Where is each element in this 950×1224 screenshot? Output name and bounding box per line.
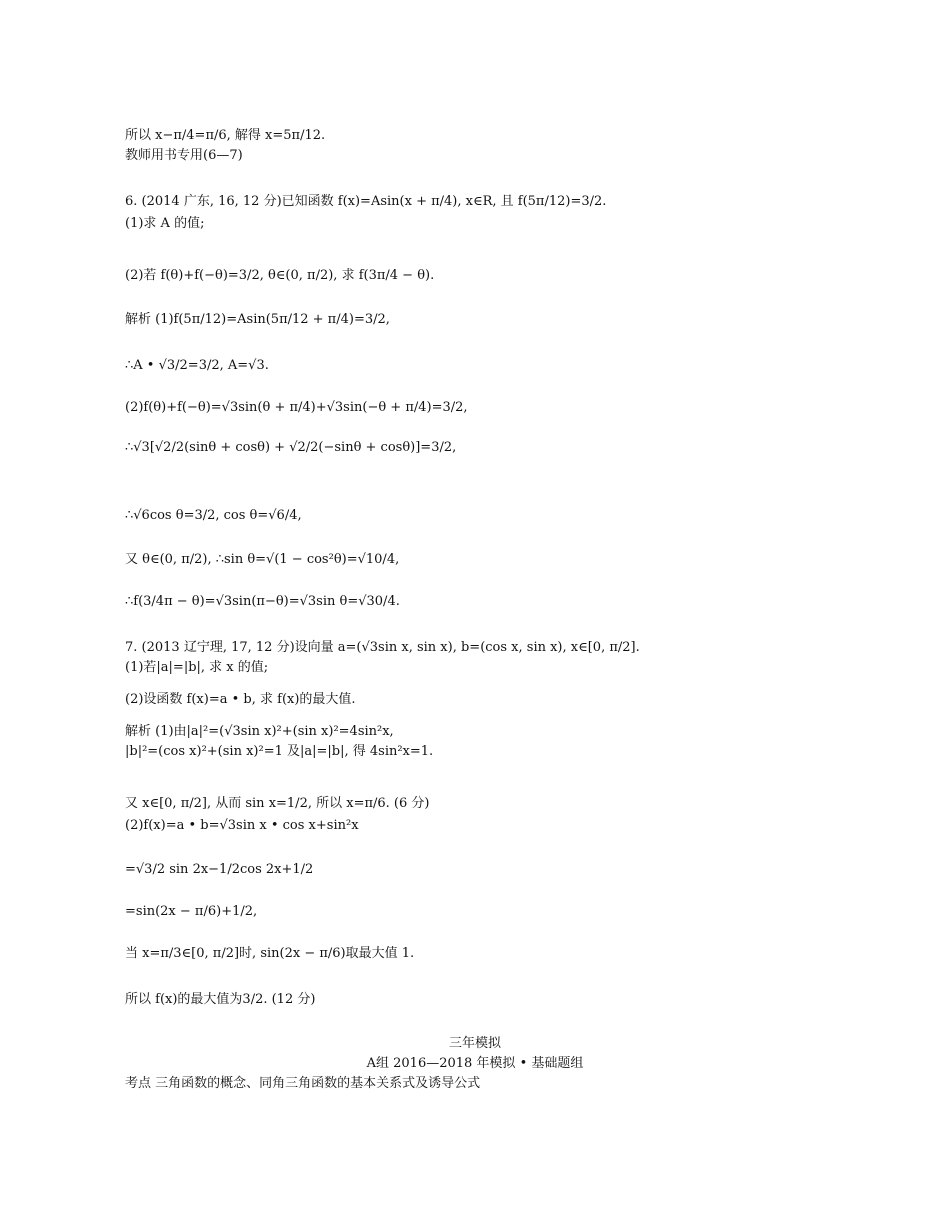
text-line: =sin(2x − π/6)+1/2, xyxy=(125,904,258,919)
text-line: (2)设函数 f(x)=a • b, 求 f(x)的最大值. xyxy=(125,692,356,707)
text-line: 当 x=π/3∈[0, π/2]时, sin(2x − π/6)取最大值 1. xyxy=(125,946,415,961)
text-line: 7. (2013 辽宁理, 17, 12 分)设向量 a=(√3sin x, sin x), b=(cos x, sin x), x∈[0, π/2]. xyxy=(125,640,640,655)
text-line: 解析 (1)由|a|²=(√3sin x)²+(sin x)²=4sin²x, xyxy=(125,724,394,739)
text-line: (2)f(x)=a • b=√3sin x • cos x+sin²x xyxy=(125,818,359,833)
text-line: 6. (2014 广东, 16, 12 分)已知函数 f(x)=Asin(x + π/4), x∈R, 且 f(5π/12)=3/2. xyxy=(125,194,607,209)
text-line: 所以 f(x)的最大值为3/2. (12 分) xyxy=(125,992,316,1007)
text-line: ∴A • √3/2=3/2, A=√3. xyxy=(125,358,269,373)
text-line: (1)若|a|=|b|, 求 x 的值; xyxy=(125,660,269,675)
text-line: 又 θ∈(0, π/2), ∴sin θ=√(1 − cos²θ)=√10/4, xyxy=(125,552,400,567)
text-line: (2)f(θ)+f(−θ)=√3sin(θ + π/4)+√3sin(−θ + π/4)=3/2, xyxy=(125,400,468,415)
text-line: (2)若 f(θ)+f(−θ)=3/2, θ∈(0, π/2), 求 f(3π/4 − θ). xyxy=(125,268,435,283)
text-line: (1)求 A 的值; xyxy=(125,216,205,231)
text-line: 教师用书专用(6—7) xyxy=(125,148,243,163)
section-subtitle: A组 2016—2018 年模拟 • 基础题组 xyxy=(366,1056,584,1071)
section-title: 三年模拟 xyxy=(448,1036,501,1051)
text-line: 又 x∈[0, π/2], 从而 sin x=1/2, 所以 x=π/6. (6 分) xyxy=(125,796,430,811)
text-line: |b|²=(cos x)²+(sin x)²=1 及|a|=|b|, 得 4sin²x=1. xyxy=(125,744,434,759)
text-line: 所以 x−π/4=π/6, 解得 x=5π/12. xyxy=(125,128,326,143)
text-line: 解析 (1)f(5π/12)=Asin(5π/12 + π/4)=3/2, xyxy=(125,312,390,327)
text-line: ∴√3[√2/2(sinθ + cosθ) + √2/2(−sinθ + cosθ)]=3/2, xyxy=(125,440,457,455)
text-line: ∴√6cos θ=3/2, cos θ=√6/4, xyxy=(125,508,302,523)
text-line: ∴f(3/4π − θ)=√3sin(π−θ)=√3sin θ=√30/4. xyxy=(125,594,400,609)
text-line: =√3/2 sin 2x−1/2cos 2x+1/2 xyxy=(125,862,314,877)
topic-line: 考点 三角函数的概念、同角三角函数的基本关系式及诱导公式 xyxy=(125,1076,481,1091)
